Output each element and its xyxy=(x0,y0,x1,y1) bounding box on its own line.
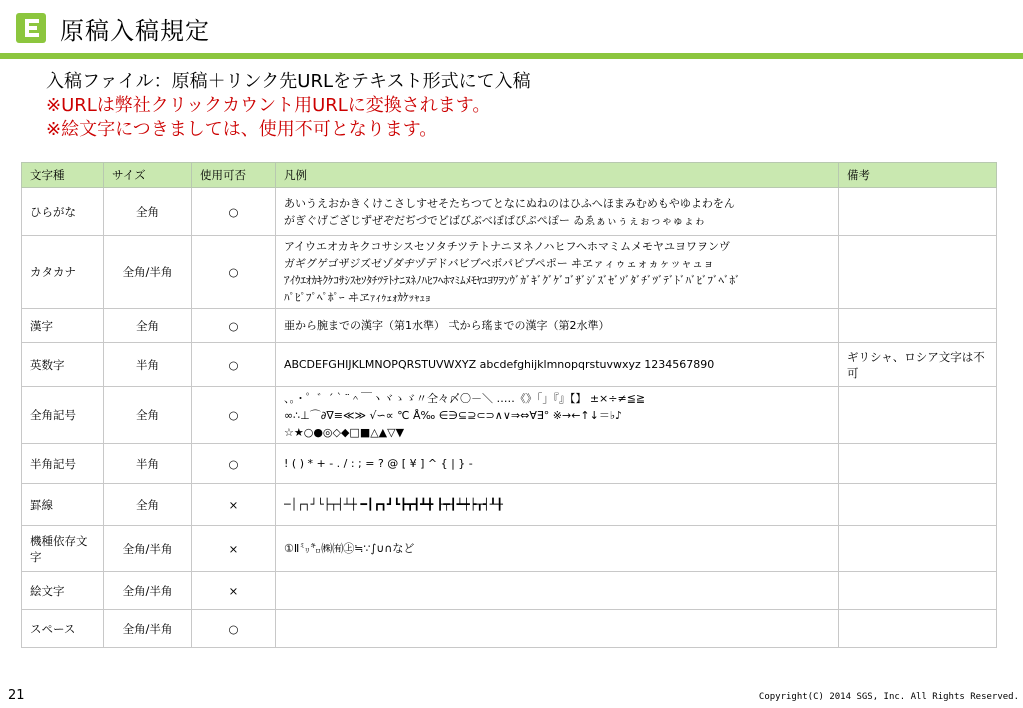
cell-usable: × xyxy=(192,484,276,526)
cell-usable: × xyxy=(192,526,276,572)
example-line: 、。・゜゛´｀¨＾￣ヽヾゝゞ〃仝々〆〇－＼ …‥《》「」『』【】 ±×÷≠≦≧ xyxy=(284,391,646,405)
notes-block xyxy=(46,70,531,142)
note-emoji-prohibited: ※絵文字につきましては、使用不可となります。 xyxy=(46,119,438,140)
cell-char-type: 絵文字 xyxy=(22,572,104,610)
cell-size: 半角 xyxy=(104,444,192,484)
cell-note xyxy=(839,309,997,343)
example-line: ─│┌┐┘└├┬┤┴┼ ━┃┏┓┛┗┣┳┫┻╋ ┠┯┨┷┿┝┰┥┸╂ xyxy=(284,498,503,511)
cell-usable: ○ xyxy=(192,444,276,484)
cell-char-type: カタカナ xyxy=(22,236,104,309)
cell-note xyxy=(839,188,997,236)
cell-example xyxy=(276,343,839,387)
cell-usable: ○ xyxy=(192,610,276,648)
cell-size: 全角/半角 xyxy=(104,610,192,648)
example-line: アイウエオカキクコサシスセソタチツテトナニヌネノハヒフヘホマミムメモヤユヨワヲンヴ xyxy=(284,240,731,253)
cell-usable: ○ xyxy=(192,309,276,343)
cell-usable: ○ xyxy=(192,343,276,387)
cell-example xyxy=(276,610,839,648)
example-line: ∞∴⊥⌒∂∇≡≪≫ √∽∝ ℃ Å‰ ∈∋⊆⊇⊂⊃∧∨⇒⇔∀∃° ※→←↑↓＝♭♪ xyxy=(284,408,623,422)
cell-example xyxy=(276,484,839,526)
table-row xyxy=(22,343,997,387)
cell-usable: ○ xyxy=(192,236,276,309)
cell-example xyxy=(276,188,839,236)
cell-note xyxy=(839,484,997,526)
copyright-notice: Copyright(C) 2014 SGS, Inc. All Rights Reserved. xyxy=(758,692,1019,702)
cell-size: 全角 xyxy=(104,309,192,343)
page-title: 原稿入稿規定 xyxy=(60,17,210,45)
cell-char-type: 機種依存文字 xyxy=(22,526,104,572)
cell-example xyxy=(276,387,839,444)
header-usable: 使用可否 xyxy=(192,163,276,188)
note-url-conversion: ※URLは弊社クリックカウント用URLに変換されます。 xyxy=(46,95,491,116)
example-line: ! ( ) * + - . / : ; = ? @ [ ¥ ] ^ { | } - xyxy=(284,457,473,470)
cell-size: 全角 xyxy=(104,387,192,444)
cell-note xyxy=(839,236,997,309)
cell-size: 全角 xyxy=(104,484,192,526)
table-row xyxy=(22,572,997,610)
title-divider xyxy=(0,53,1023,59)
cell-char-type: 全角記号 xyxy=(22,387,104,444)
example-line: がぎぐげござじずぜぞだぢづでどばびぶべぼぱぴぷぺぽー ゐゑぁぃぅぇぉっゃゅょゎ xyxy=(284,213,706,227)
cell-example xyxy=(276,309,839,343)
logo-icon xyxy=(16,13,46,43)
example-line: ｱｲｳｴｵｶｷｸｹｺｻｼｽｾｿﾀﾁﾂﾃﾄﾅﾆﾇﾈﾉﾊﾋﾌﾍﾎﾏﾐﾑﾒﾓﾔﾕﾖﾜｦﾝｳﾞｶﾞｷﾞｸﾞｹﾞｺﾞｻﾞｼﾞｽﾞｾﾞｿﾞﾀﾞﾁﾞﾂﾞﾃﾞﾄﾞﾊﾞﾋﾞﾌﾞﾍﾞﾎﾞ xyxy=(284,274,741,287)
cell-char-type: 半角記号 xyxy=(22,444,104,484)
cell-usable: ○ xyxy=(192,387,276,444)
cell-size: 全角/半角 xyxy=(104,236,192,309)
table-row xyxy=(22,610,997,648)
example-line: ABCDEFGHIJKLMNOPQRSTUVWXYZ abcdefghijklmnopqrstuvwxyz 1234567890 xyxy=(284,358,715,371)
cell-size: 全角 xyxy=(104,188,192,236)
cell-usable: ○ xyxy=(192,188,276,236)
table-row xyxy=(22,526,997,572)
cell-note xyxy=(839,526,997,572)
cell-size: 全角/半角 xyxy=(104,526,192,572)
cell-char-type: スペース xyxy=(22,610,104,648)
cell-note: ギリシャ、ロシア文字は不可 xyxy=(839,343,997,387)
table-row xyxy=(22,236,997,309)
example-line: 亜から腕までの漢字（第1水準） 弌から瑤までの漢字（第2水準） xyxy=(284,319,610,332)
header-note: 備考 xyxy=(839,163,997,188)
example-line: ☆★○●◎◇◆□■△▲▽▼ xyxy=(284,425,405,439)
example-line: ﾊﾟﾋﾟﾌﾟﾍﾟﾎﾟｰ ヰヱｧｨｩｪｫｶｹｯｬｭｮ xyxy=(284,291,431,304)
example-line: ①Ⅱ㍉㌔㈱㈲㊤≒∵∫∪∩など xyxy=(284,542,415,555)
cell-example xyxy=(276,526,839,572)
cell-usable: × xyxy=(192,572,276,610)
cell-size: 全角/半角 xyxy=(104,572,192,610)
page-number: 21 xyxy=(8,688,25,703)
cell-note xyxy=(839,610,997,648)
character-spec-table xyxy=(21,162,997,648)
cell-note xyxy=(839,572,997,610)
cell-example xyxy=(276,236,839,309)
cell-char-type: 漢字 xyxy=(22,309,104,343)
cell-char-type: 罫線 xyxy=(22,484,104,526)
table-row xyxy=(22,387,997,444)
header-char-type: 文字種 xyxy=(22,163,104,188)
cell-example xyxy=(276,444,839,484)
table-row xyxy=(22,444,997,484)
cell-size: 半角 xyxy=(104,343,192,387)
example-line: あいうえおかきくけこさしすせそたちつてとなにぬねのはひふへほまみむめもやゆよわをん xyxy=(284,196,735,210)
cell-example xyxy=(276,572,839,610)
table-header-row xyxy=(22,163,997,188)
table-row xyxy=(22,309,997,343)
table-row xyxy=(22,484,997,526)
cell-note xyxy=(839,444,997,484)
cell-char-type: 英数字 xyxy=(22,343,104,387)
header-example: 凡例 xyxy=(276,163,839,188)
header-size: サイズ xyxy=(104,163,192,188)
example-line: ガギグゲゴザジズゼゾダヂヅデドバビブベボパピプペポー ヰヱァィゥェォヵヶッャュョ xyxy=(284,257,714,270)
cell-char-type: ひらがな xyxy=(22,188,104,236)
table-row xyxy=(22,188,997,236)
cell-note xyxy=(839,387,997,444)
table-body xyxy=(22,188,997,648)
note-file-format: 入稿ファイル：原稿＋リンク先URLをテキスト形式にて入稿 xyxy=(46,71,531,92)
